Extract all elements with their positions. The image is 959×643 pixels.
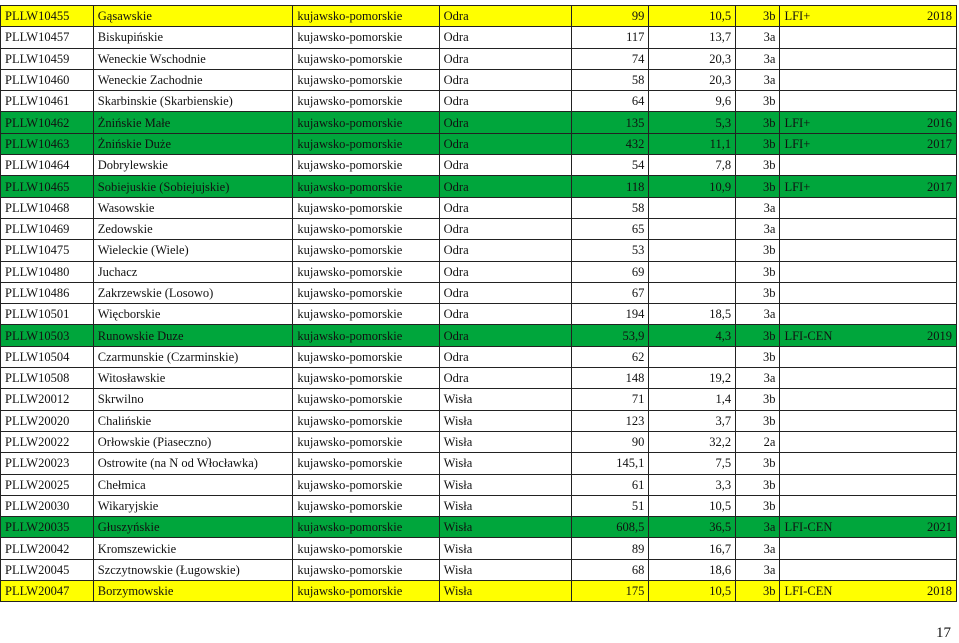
area-cell: 67 <box>571 282 649 303</box>
region-cell: kujawsko-pomorskie <box>293 218 439 239</box>
depth-cell: 3,3 <box>649 474 736 495</box>
lake-name-cell: Żnińskie Duże <box>93 133 293 154</box>
depth-cell <box>649 261 736 282</box>
table-row <box>1 538 957 559</box>
status-cell <box>780 368 882 389</box>
area-cell: 62 <box>571 346 649 367</box>
status-cell <box>780 282 882 303</box>
table-row <box>1 155 957 176</box>
lake-name-cell: Żnińskie Małe <box>93 112 293 133</box>
area-cell: 69 <box>571 261 649 282</box>
lake-id-cell: PLLW10460 <box>1 69 94 90</box>
table-row <box>1 431 957 452</box>
status-cell <box>780 389 882 410</box>
lake-id-cell: PLLW10457 <box>1 27 94 48</box>
lake-id-cell: PLLW10475 <box>1 240 94 261</box>
lake-type-cell: 3b <box>736 389 780 410</box>
lake-name-cell: Weneckie Wschodnie <box>93 48 293 69</box>
year-cell <box>882 48 956 69</box>
status-cell <box>780 559 882 580</box>
lake-name-cell: Gąsawskie <box>93 6 293 27</box>
depth-cell: 36,5 <box>649 517 736 538</box>
river-basin-cell: Wisła <box>439 517 571 538</box>
year-cell <box>882 261 956 282</box>
area-cell: 608,5 <box>571 517 649 538</box>
river-basin-cell: Odra <box>439 282 571 303</box>
status-cell: LFI-CEN <box>780 517 882 538</box>
area-cell: 61 <box>571 474 649 495</box>
table-row <box>1 69 957 90</box>
table-row <box>1 112 957 133</box>
region-cell: kujawsko-pomorskie <box>293 197 439 218</box>
region-cell: kujawsko-pomorskie <box>293 453 439 474</box>
table-row <box>1 240 957 261</box>
area-cell: 64 <box>571 91 649 112</box>
river-basin-cell: Odra <box>439 176 571 197</box>
depth-cell <box>649 218 736 239</box>
river-basin-cell: Odra <box>439 91 571 112</box>
river-basin-cell: Odra <box>439 27 571 48</box>
depth-cell: 5,3 <box>649 112 736 133</box>
table-row <box>1 133 957 154</box>
lake-name-cell: Runowskie Duze <box>93 325 293 346</box>
river-basin-cell: Wisła <box>439 474 571 495</box>
river-basin-cell: Odra <box>439 6 571 27</box>
lake-id-cell: PLLW10465 <box>1 176 94 197</box>
lake-type-cell: 3b <box>736 346 780 367</box>
table-row <box>1 517 957 538</box>
year-cell <box>882 346 956 367</box>
depth-cell: 10,5 <box>649 495 736 516</box>
depth-cell: 16,7 <box>649 538 736 559</box>
river-basin-cell: Odra <box>439 48 571 69</box>
depth-cell: 10,9 <box>649 176 736 197</box>
region-cell: kujawsko-pomorskie <box>293 176 439 197</box>
region-cell: kujawsko-pomorskie <box>293 155 439 176</box>
year-cell <box>882 240 956 261</box>
lake-id-cell: PLLW20012 <box>1 389 94 410</box>
area-cell: 58 <box>571 197 649 218</box>
lake-id-cell: PLLW10462 <box>1 112 94 133</box>
year-cell: 2019 <box>882 325 956 346</box>
table-row <box>1 495 957 516</box>
region-cell: kujawsko-pomorskie <box>293 517 439 538</box>
area-cell: 74 <box>571 48 649 69</box>
region-cell: kujawsko-pomorskie <box>293 240 439 261</box>
lake-type-cell: 3a <box>736 538 780 559</box>
lake-id-cell: PLLW20045 <box>1 559 94 580</box>
year-cell: 2018 <box>882 6 956 27</box>
river-basin-cell: Odra <box>439 133 571 154</box>
lake-type-cell: 3a <box>736 48 780 69</box>
year-cell <box>882 282 956 303</box>
region-cell: kujawsko-pomorskie <box>293 538 439 559</box>
lake-name-cell: Czarmunskie (Czarminskie) <box>93 346 293 367</box>
depth-cell: 32,2 <box>649 431 736 452</box>
depth-cell: 18,5 <box>649 304 736 325</box>
lake-type-cell: 3b <box>736 6 780 27</box>
river-basin-cell: Wisła <box>439 495 571 516</box>
lake-id-cell: PLLW20030 <box>1 495 94 516</box>
lake-name-cell: Głuszyńskie <box>93 517 293 538</box>
lake-id-cell: PLLW10503 <box>1 325 94 346</box>
lake-id-cell: PLLW10469 <box>1 218 94 239</box>
region-cell: kujawsko-pomorskie <box>293 389 439 410</box>
area-cell: 145,1 <box>571 453 649 474</box>
table-row <box>1 6 957 27</box>
region-cell: kujawsko-pomorskie <box>293 559 439 580</box>
year-cell <box>882 304 956 325</box>
region-cell: kujawsko-pomorskie <box>293 282 439 303</box>
lake-type-cell: 2a <box>736 431 780 452</box>
depth-cell: 7,8 <box>649 155 736 176</box>
status-cell <box>780 431 882 452</box>
river-basin-cell: Odra <box>439 346 571 367</box>
lake-name-cell: Borzymowskie <box>93 581 293 602</box>
region-cell: kujawsko-pomorskie <box>293 304 439 325</box>
page-number: 17 <box>936 625 951 641</box>
status-cell <box>780 91 882 112</box>
area-cell: 65 <box>571 218 649 239</box>
year-cell <box>882 218 956 239</box>
depth-cell: 3,7 <box>649 410 736 431</box>
region-cell: kujawsko-pomorskie <box>293 69 439 90</box>
lake-id-cell: PLLW20042 <box>1 538 94 559</box>
river-basin-cell: Odra <box>439 112 571 133</box>
region-cell: kujawsko-pomorskie <box>293 133 439 154</box>
depth-cell <box>649 240 736 261</box>
table-row <box>1 346 957 367</box>
depth-cell: 11,1 <box>649 133 736 154</box>
table-row <box>1 453 957 474</box>
area-cell: 123 <box>571 410 649 431</box>
lake-id-cell: PLLW20023 <box>1 453 94 474</box>
lake-id-cell: PLLW10464 <box>1 155 94 176</box>
lake-name-cell: Więcborskie <box>93 304 293 325</box>
lake-type-cell: 3b <box>736 325 780 346</box>
area-cell: 53,9 <box>571 325 649 346</box>
status-cell: LFI+ <box>780 6 882 27</box>
area-cell: 68 <box>571 559 649 580</box>
lake-type-cell: 3b <box>736 453 780 474</box>
lake-name-cell: Juchacz <box>93 261 293 282</box>
area-cell: 194 <box>571 304 649 325</box>
area-cell: 90 <box>571 431 649 452</box>
river-basin-cell: Wisła <box>439 559 571 580</box>
lake-type-cell: 3a <box>736 517 780 538</box>
year-cell: 2017 <box>882 176 956 197</box>
year-cell <box>882 91 956 112</box>
region-cell: kujawsko-pomorskie <box>293 346 439 367</box>
area-cell: 89 <box>571 538 649 559</box>
lake-name-cell: Zedowskie <box>93 218 293 239</box>
region-cell: kujawsko-pomorskie <box>293 474 439 495</box>
year-cell <box>882 453 956 474</box>
status-cell <box>780 218 882 239</box>
year-cell: 2016 <box>882 112 956 133</box>
lake-name-cell: Sobiejuskie (Sobiejujskie) <box>93 176 293 197</box>
lake-name-cell: Orłowskie (Piaseczno) <box>93 431 293 452</box>
depth-cell: 20,3 <box>649 69 736 90</box>
lake-type-cell: 3b <box>736 474 780 495</box>
lake-type-cell: 3a <box>736 197 780 218</box>
lake-name-cell: Zakrzewskie (Losowo) <box>93 282 293 303</box>
status-cell: LFI+ <box>780 133 882 154</box>
lake-name-cell: Wikaryjskie <box>93 495 293 516</box>
lake-id-cell: PLLW10501 <box>1 304 94 325</box>
lake-id-cell: PLLW20035 <box>1 517 94 538</box>
year-cell <box>882 197 956 218</box>
table-row <box>1 48 957 69</box>
river-basin-cell: Wisła <box>439 453 571 474</box>
region-cell: kujawsko-pomorskie <box>293 410 439 431</box>
year-cell: 2017 <box>882 133 956 154</box>
lake-id-cell: PLLW20025 <box>1 474 94 495</box>
area-cell: 54 <box>571 155 649 176</box>
river-basin-cell: Wisła <box>439 581 571 602</box>
region-cell: kujawsko-pomorskie <box>293 91 439 112</box>
lake-type-cell: 3b <box>736 176 780 197</box>
river-basin-cell: Wisła <box>439 389 571 410</box>
lake-type-cell: 3b <box>736 240 780 261</box>
status-cell <box>780 453 882 474</box>
status-cell: LFI-CEN <box>780 325 882 346</box>
area-cell: 175 <box>571 581 649 602</box>
lake-name-cell: Wieleckie (Wiele) <box>93 240 293 261</box>
table-row <box>1 218 957 239</box>
depth-cell: 19,2 <box>649 368 736 389</box>
lake-id-cell: PLLW10508 <box>1 368 94 389</box>
table-row <box>1 176 957 197</box>
depth-cell <box>649 282 736 303</box>
table-row <box>1 261 957 282</box>
lake-id-cell: PLLW10461 <box>1 91 94 112</box>
table-row <box>1 197 957 218</box>
status-cell <box>780 261 882 282</box>
lake-name-cell: Witosławskie <box>93 368 293 389</box>
lakes-table <box>0 5 957 602</box>
lake-type-cell: 3a <box>736 69 780 90</box>
depth-cell: 20,3 <box>649 48 736 69</box>
region-cell: kujawsko-pomorskie <box>293 368 439 389</box>
year-cell <box>882 495 956 516</box>
table-row <box>1 389 957 410</box>
year-cell: 2018 <box>882 581 956 602</box>
table-row <box>1 368 957 389</box>
river-basin-cell: Odra <box>439 155 571 176</box>
lake-type-cell: 3b <box>736 155 780 176</box>
lake-name-cell: Weneckie Zachodnie <box>93 69 293 90</box>
river-basin-cell: Odra <box>439 325 571 346</box>
area-cell: 99 <box>571 6 649 27</box>
table-row <box>1 282 957 303</box>
river-basin-cell: Odra <box>439 368 571 389</box>
lake-name-cell: Biskupińskie <box>93 27 293 48</box>
lake-type-cell: 3a <box>736 368 780 389</box>
lake-type-cell: 3b <box>736 133 780 154</box>
table-row <box>1 559 957 580</box>
lake-type-cell: 3b <box>736 112 780 133</box>
lake-type-cell: 3b <box>736 91 780 112</box>
status-cell <box>780 48 882 69</box>
depth-cell: 4,3 <box>649 325 736 346</box>
area-cell: 118 <box>571 176 649 197</box>
lake-id-cell: PLLW20020 <box>1 410 94 431</box>
year-cell <box>882 69 956 90</box>
area-cell: 53 <box>571 240 649 261</box>
year-cell <box>882 559 956 580</box>
depth-cell: 10,5 <box>649 6 736 27</box>
table-row <box>1 304 957 325</box>
lake-name-cell: Kromszewickie <box>93 538 293 559</box>
lake-name-cell: Wasowskie <box>93 197 293 218</box>
river-basin-cell: Odra <box>439 304 571 325</box>
depth-cell: 18,6 <box>649 559 736 580</box>
region-cell: kujawsko-pomorskie <box>293 325 439 346</box>
region-cell: kujawsko-pomorskie <box>293 48 439 69</box>
status-cell <box>780 410 882 431</box>
year-cell: 2021 <box>882 517 956 538</box>
depth-cell <box>649 346 736 367</box>
river-basin-cell: Odra <box>439 218 571 239</box>
lake-type-cell: 3b <box>736 282 780 303</box>
lake-id-cell: PLLW20047 <box>1 581 94 602</box>
lake-id-cell: PLLW10480 <box>1 261 94 282</box>
area-cell: 117 <box>571 27 649 48</box>
table-row <box>1 410 957 431</box>
depth-cell: 7,5 <box>649 453 736 474</box>
lake-name-cell: Dobrylewskie <box>93 155 293 176</box>
lake-type-cell: 3b <box>736 261 780 282</box>
region-cell: kujawsko-pomorskie <box>293 6 439 27</box>
lake-name-cell: Chełmica <box>93 474 293 495</box>
region-cell: kujawsko-pomorskie <box>293 431 439 452</box>
region-cell: kujawsko-pomorskie <box>293 581 439 602</box>
lake-name-cell: Ostrowite (na N od Włocławka) <box>93 453 293 474</box>
lake-id-cell: PLLW10455 <box>1 6 94 27</box>
lake-name-cell: Chalińskie <box>93 410 293 431</box>
depth-cell <box>649 197 736 218</box>
lake-type-cell: 3b <box>736 495 780 516</box>
river-basin-cell: Odra <box>439 240 571 261</box>
status-cell <box>780 474 882 495</box>
river-basin-cell: Odra <box>439 261 571 282</box>
depth-cell: 9,6 <box>649 91 736 112</box>
status-cell: LFI+ <box>780 176 882 197</box>
year-cell <box>882 431 956 452</box>
region-cell: kujawsko-pomorskie <box>293 112 439 133</box>
region-cell: kujawsko-pomorskie <box>293 261 439 282</box>
lake-name-cell: Skarbinskie (Skarbienskie) <box>93 91 293 112</box>
year-cell <box>882 474 956 495</box>
region-cell: kujawsko-pomorskie <box>293 27 439 48</box>
table-row <box>1 474 957 495</box>
status-cell <box>780 240 882 261</box>
lake-id-cell: PLLW10463 <box>1 133 94 154</box>
year-cell <box>882 389 956 410</box>
lake-type-cell: 3b <box>736 581 780 602</box>
lake-type-cell: 3a <box>736 218 780 239</box>
status-cell <box>780 304 882 325</box>
area-cell: 135 <box>571 112 649 133</box>
lake-type-cell: 3a <box>736 304 780 325</box>
lake-id-cell: PLLW10468 <box>1 197 94 218</box>
year-cell <box>882 538 956 559</box>
area-cell: 432 <box>571 133 649 154</box>
lake-type-cell: 3b <box>736 410 780 431</box>
status-cell <box>780 69 882 90</box>
river-basin-cell: Odra <box>439 69 571 90</box>
river-basin-cell: Wisła <box>439 431 571 452</box>
area-cell: 71 <box>571 389 649 410</box>
lake-name-cell: Szczytnowskie (Ługowskie) <box>93 559 293 580</box>
table-row <box>1 581 957 602</box>
status-cell <box>780 197 882 218</box>
lakes-table-body <box>1 6 957 602</box>
area-cell: 58 <box>571 69 649 90</box>
status-cell <box>780 495 882 516</box>
year-cell <box>882 27 956 48</box>
depth-cell: 13,7 <box>649 27 736 48</box>
lake-id-cell: PLLW10504 <box>1 346 94 367</box>
river-basin-cell: Odra <box>439 197 571 218</box>
lake-id-cell: PLLW10459 <box>1 48 94 69</box>
lake-id-cell: PLLW10486 <box>1 282 94 303</box>
status-cell <box>780 538 882 559</box>
region-cell: kujawsko-pomorskie <box>293 495 439 516</box>
status-cell: LFI-CEN <box>780 581 882 602</box>
year-cell <box>882 155 956 176</box>
status-cell <box>780 27 882 48</box>
table-row <box>1 27 957 48</box>
status-cell: LFI+ <box>780 112 882 133</box>
lake-type-cell: 3a <box>736 27 780 48</box>
status-cell <box>780 346 882 367</box>
lake-type-cell: 3a <box>736 559 780 580</box>
lake-name-cell: Skrwilno <box>93 389 293 410</box>
river-basin-cell: Wisła <box>439 410 571 431</box>
depth-cell: 1,4 <box>649 389 736 410</box>
status-cell <box>780 155 882 176</box>
table-row <box>1 91 957 112</box>
year-cell <box>882 368 956 389</box>
lake-id-cell: PLLW20022 <box>1 431 94 452</box>
table-row <box>1 325 957 346</box>
depth-cell: 10,5 <box>649 581 736 602</box>
river-basin-cell: Wisła <box>439 538 571 559</box>
area-cell: 148 <box>571 368 649 389</box>
year-cell <box>882 410 956 431</box>
area-cell: 51 <box>571 495 649 516</box>
